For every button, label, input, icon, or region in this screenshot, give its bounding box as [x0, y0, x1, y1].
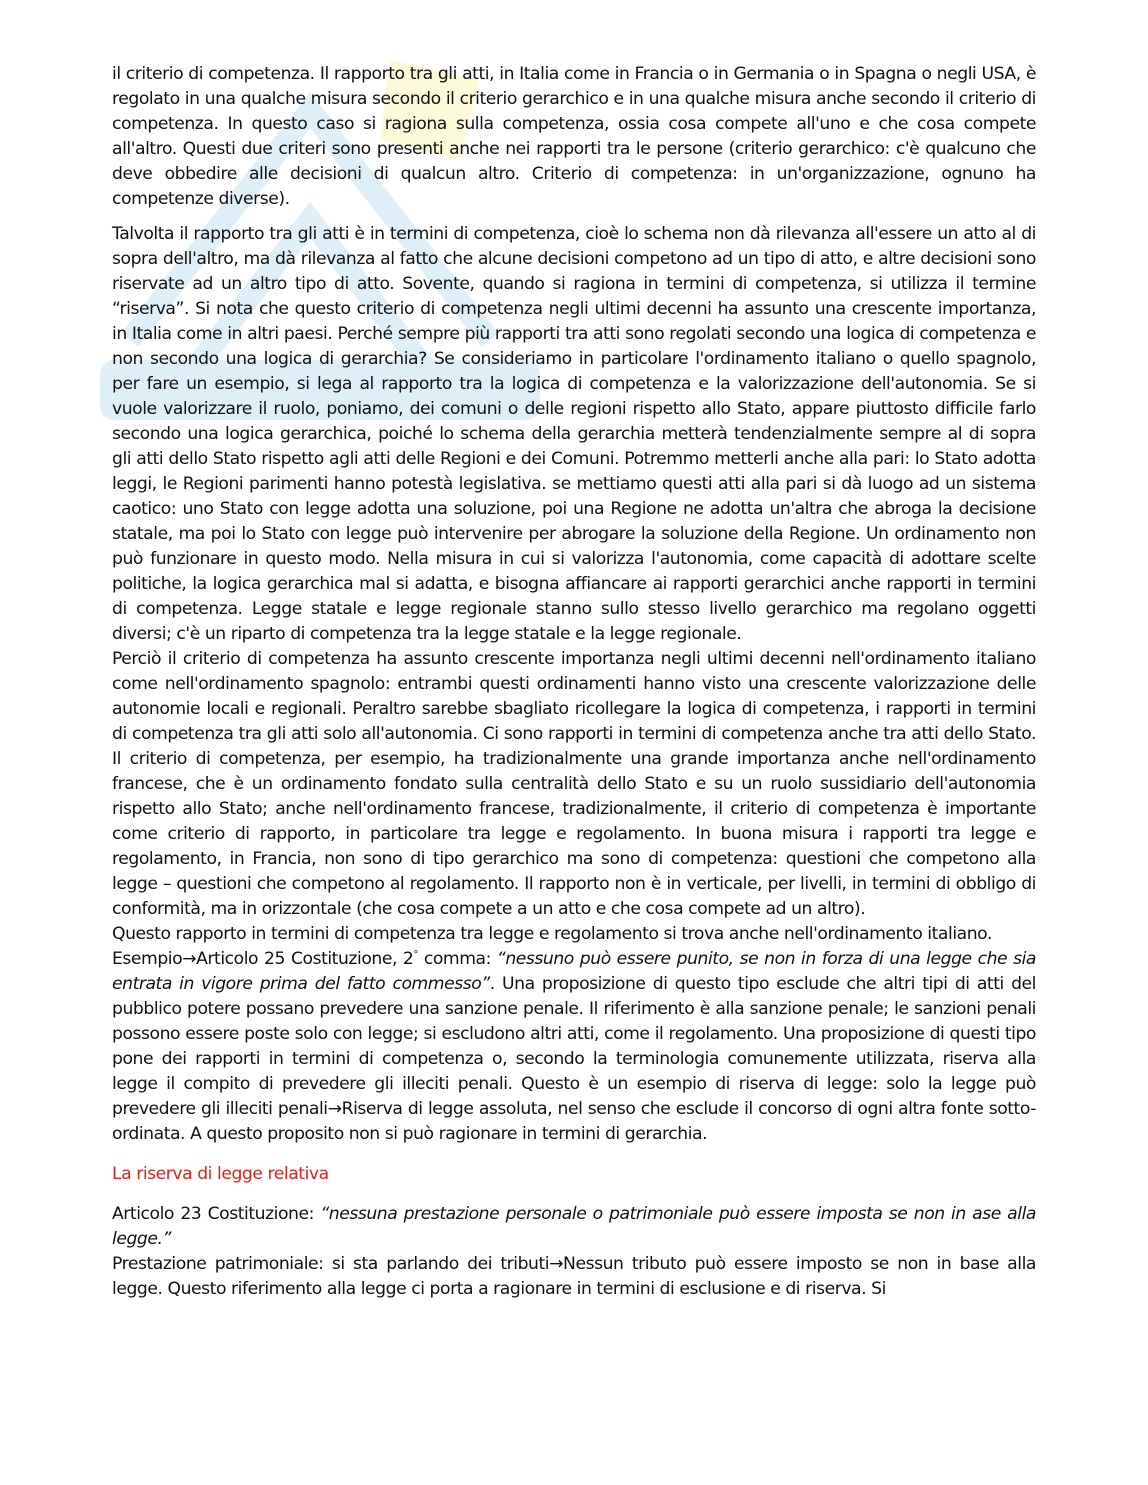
example-prefix: Esempio→Articolo 25 Costituzione, 2 — [112, 949, 414, 969]
example-rest: . Una proposizione di questo tipo esclude che altri tipi di atti del pubblico potere possano prevedere una sanzione penale. Il riferimento è alla sanzione penale; le sanzioni penali possono essere poste solo con legge; si escludono altri atti, come il regolamento. Una proposizione di questi tipo pone dei rapporti in termini di competenza o, secondo la terminologia comunemente utilizzata, riserva alla legge il compito di prevedere gli illeciti penali. Questo è un esempio di riserva di legge: solo la legge può prevedere gli illeciti penali→Riserva di legge assoluta, nel senso che esclude il concorso di ogni altra fonte sotto-ordinata. A questo proposito non si può ragionare in termini di gerarchia. — [112, 974, 1036, 1144]
paragraph-2: Talvolta il rapporto tra gli atti è in termini di competenza, cioè lo schema non dà rilevanza all'essere un atto al di sopra dell'altro, ma dà rilevanza al fatto che alcune decisioni competono ad un tipo di atto, e altre decisioni sono riservate ad un altro tipo di atto. Sovente, quando si ragiona in termini di competenza, si utilizza il termine “riserva”. Si nota che questo criterio di competenza negli ultimi decenni ha assunto una crescente importanza, in Italia come in altri paesi. Perché sempre più rapporti tra atti sono regolati secondo una logica di competenza e non secondo una logica di gerarchia? Se consideriamo in particolare l'ordinamento italiano o quello spagnolo, per fare un esempio, si lega al rapporto tra la logica di competenza e la valorizzazione dell'autonomia. Se si vuole valorizzare il ruolo, poniamo, dei comuni o delle regioni rispetto allo Stato, appare piuttosto difficile farlo secondo una logica gerarchica, poiché lo schema della gerarchia metterà tendenzialmente sempre al di sopra gli atti dello Stato rispetto agli atti delle Regioni e dei Comuni. Potremmo metterli anche alla pari: lo Stato adotta leggi, le Regioni parimenti hanno potestà legislativa. se mettiamo questi atti alla pari si dà luogo ad un sistema caotico: uno Stato con legge adotta una soluzione, poi una Regione ne adotta un'altra che abroga la decisione statale, ma poi lo Stato con legge può intervenire per abrogare la soluzione della Regione. Un ordinamento non può funzionare in questo modo. Nella misura in cui si valorizza l'autonomia, come capacità di adottare scelte politiche, la logica gerarchica mal si adatta, e bisogna affiancare ai rapporti gerarchici anche rapporti in termini di competenza. Legge statale e legge regionale stanno sullo stesso livello gerarchico ma regolano oggetti diversi; c'è un riparto di competenza tra la legge statale e la legge regionale. — [112, 224, 1036, 644]
paragraph-4: Questo rapporto in termini di competenza tra legge e regolamento si trova anche nell'ordinamento italiano. — [112, 924, 992, 944]
paragraph-6 — [112, 1202, 1036, 1252]
paragraph-5 — [112, 947, 1036, 1147]
document-page — [112, 62, 1036, 1302]
section-heading: La riserva di legge relativa — [112, 1164, 329, 1184]
paragraph-7: Prestazione patrimoniale: si sta parlando dei tributi→Nessun tributo può essere imposto se non in base alla legge. Questo riferimento alla legge ci porta a ragionare in termini di esclusione e di riserva. Si — [112, 1254, 1036, 1299]
article-23-prefix: Articolo 23 Costituzione: — [112, 1204, 321, 1224]
article-23-quote: “nessuna prestazione personale o patrimoniale può essere imposta se non in ase alla legge.” — [112, 1204, 1036, 1249]
paragraph-3: Perciò il criterio di competenza ha assunto crescente importanza negli ultimi decenni nell'ordinamento italiano come nell'ordinamento spagnolo: entrambi questi ordinamenti hanno visto una crescente valorizzazione delle autonomie locali e regionali. Peraltro sarebbe sbagliato ricollegare la logica di competenza, i rapporti in termini di competenza tra gli atti solo all'autonomia. Ci sono rapporti in termini di competenza anche tra atti dello Stato. Il criterio di competenza, per esempio, ha tradizionalmente una grande importanza anche nell'ordinamento francese, che è un ordinamento fondato sulla centralità dello Stato e su un ruolo sussidiario dell'autonomia rispetto allo Stato; anche nell'ordinamento francese, tradizionalmente, il criterio di competenza è importante come criterio di rapporto, in particolare tra legge e regolamento. In buona misura i rapporti tra legge e regolamento, in Francia, non sono di tipo gerarchico ma sono di competenza: questioni che competono alla legge – questioni che competono al regolamento. Il rapporto non è in verticale, per livelli, in termini di obbligo di conformità, ma in orizzontale (che cosa compete a un atto e che cosa compete ad un altro). — [112, 649, 1036, 919]
article-25-quote: “nessuno può essere punito, se non in forza di una legge che sia entrata in vigore prima del fatto commesso” — [112, 949, 1036, 994]
degree-sign: ° — [413, 949, 418, 961]
paragraph-1: il criterio di competenza. Il rapporto tra gli atti, in Italia come in Francia o in Germania o in Spagna o negli USA, è regolato in una qualche misura secondo il criterio gerarchico e in una qualche misura anche secondo il criterio di competenza. In questo caso si ragiona sulla competenza, ossia cosa compete all'uno e che cosa compete all'altro. Questi due criteri sono presenti anche nei rapporti tra le persone (criterio gerarchico: c'è qualcuno che deve obbedire alle decisioni di qualcun altro. Criterio di competenza: in un'organizzazione, ognuno ha competenze diverse). — [112, 64, 1036, 209]
example-mid: comma: — [417, 949, 497, 969]
